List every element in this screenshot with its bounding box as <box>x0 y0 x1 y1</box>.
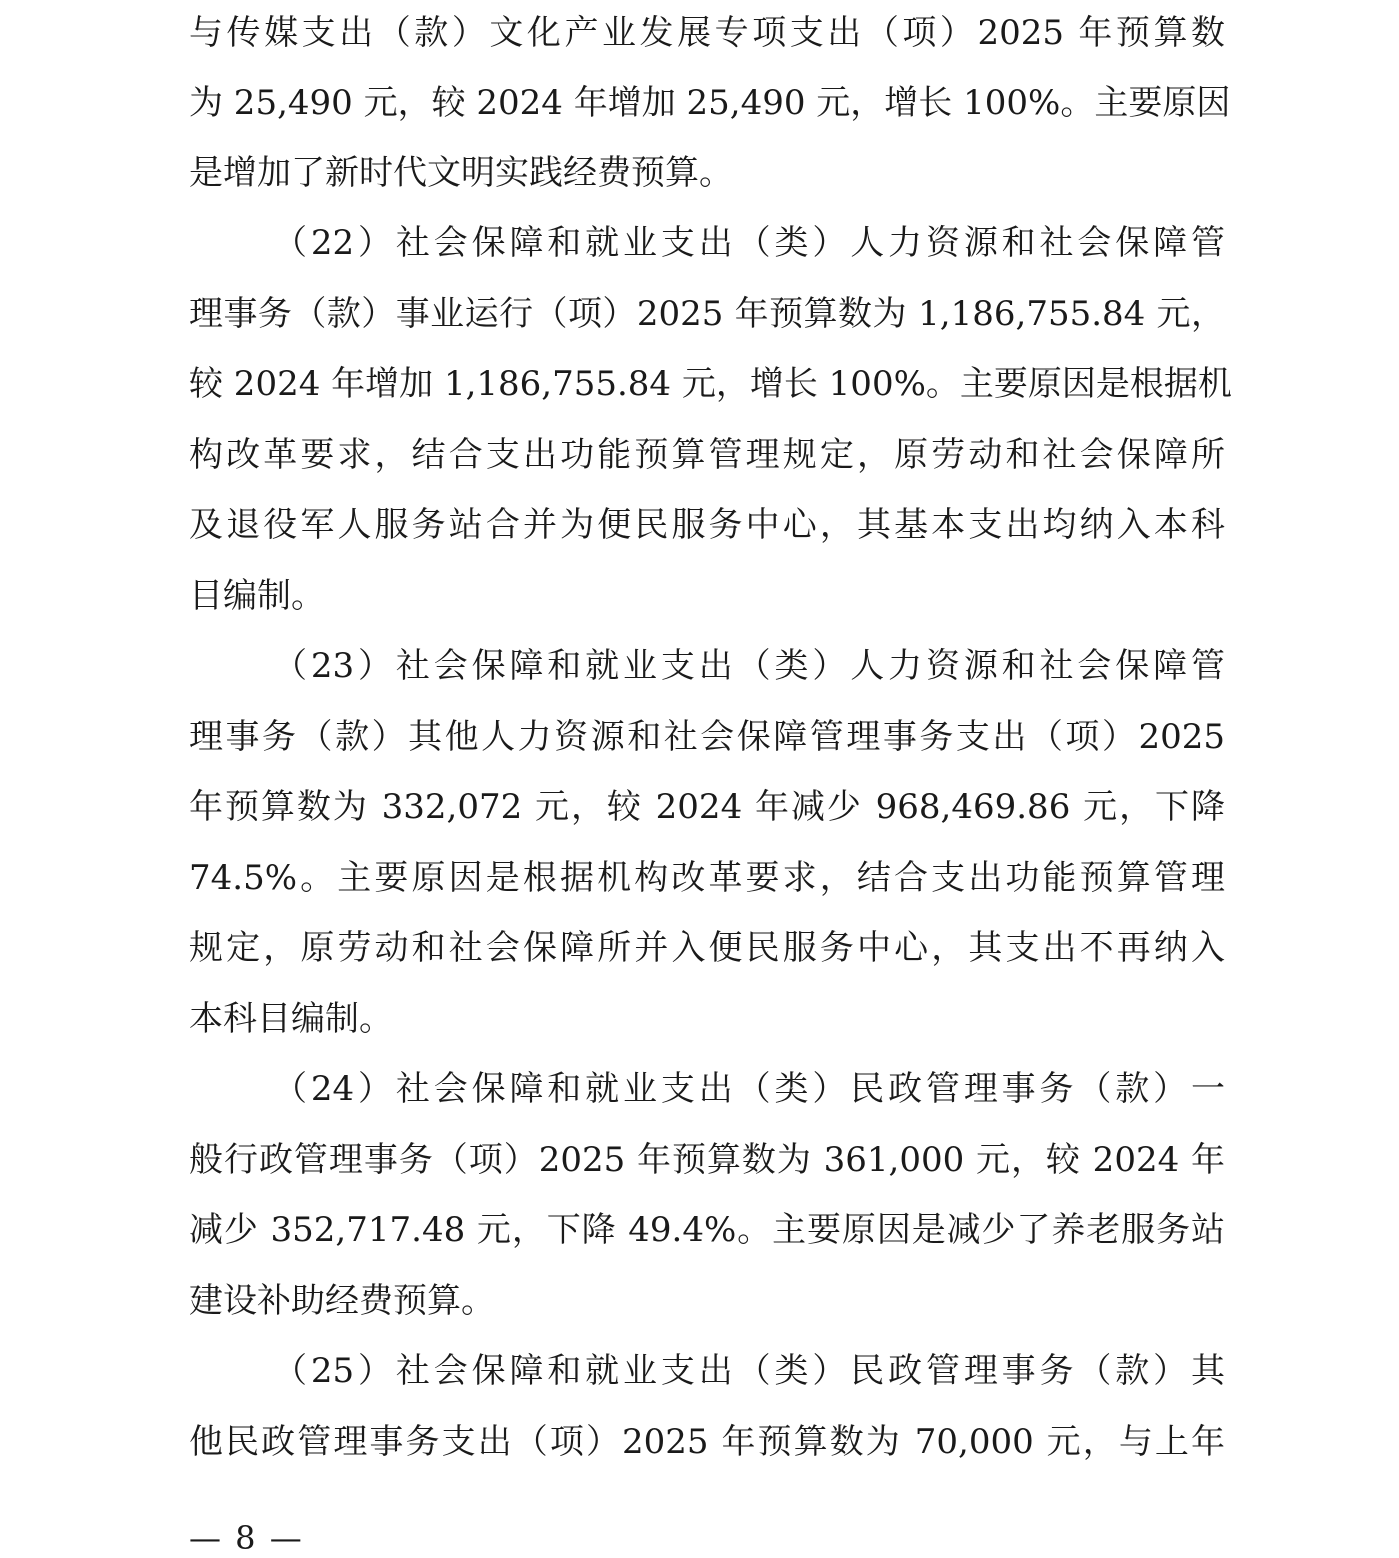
text-line: 年预算数为 332,072 元，较 2024 年减少 968,469.86 元，下降 <box>189 787 1225 827</box>
text-line: 74.5%。主要原因是根据机构改革要求，结合支出功能预算管理 <box>189 858 1225 898</box>
paragraph-22-first-line: （22）社会保障和就业支出（类）人力资源和社会保障管 <box>273 223 1225 263</box>
text-line: 减少 352,717.48 元，下降 49.4%。主要原因是减少了养老服务站 <box>189 1210 1225 1250</box>
text-line: 较 2024 年增加 1,186,755.84 元，增长 100%。主要原因是根据机 <box>189 364 1232 404</box>
text-line: 建设补助经费预算。 <box>189 1281 495 1321</box>
text-line: 目编制。 <box>189 576 325 616</box>
text-line: 本科目编制。 <box>189 999 393 1039</box>
text-line: 理事务（款）其他人力资源和社会保障管理事务支出（项）2025 <box>189 717 1225 757</box>
text-line: 般行政管理事务（项）2025 年预算数为 361,000 元，较 2024 年 <box>189 1140 1225 1180</box>
text-line: 规定，原劳动和社会保障所并入便民服务中心，其支出不再纳入 <box>189 928 1225 968</box>
paragraph-23-first-line: （23）社会保障和就业支出（类）人力资源和社会保障管 <box>273 646 1225 686</box>
text-line: 理事务（款）事业运行（项）2025 年预算数为 1,186,755.84 元， <box>189 294 1225 334</box>
text-line: 他民政管理事务支出（项）2025 年预算数为 70,000 元，与上年 <box>189 1422 1225 1462</box>
text-line: 为 25,490 元，较 2024 年增加 25,490 元，增长 100%。主要原因 <box>189 83 1231 123</box>
text-line: 及退役军人服务站合并为便民服务中心，其基本支出均纳入本科 <box>189 505 1225 545</box>
text-line: 构改革要求，结合支出功能预算管理规定，原劳动和社会保障所 <box>189 435 1225 475</box>
paragraph-24-first-line: （24）社会保障和就业支出（类）民政管理事务（款）一 <box>273 1069 1225 1109</box>
page-number: — 8 — <box>189 1519 304 1557</box>
text-line: 是增加了新时代文明实践经费预算。 <box>189 153 733 193</box>
paragraph-25-first-line: （25）社会保障和就业支出（类）民政管理事务（款）其 <box>273 1351 1225 1391</box>
text-line: 与传媒支出（款）文化产业发展专项支出（项）2025 年预算数 <box>189 13 1225 53</box>
